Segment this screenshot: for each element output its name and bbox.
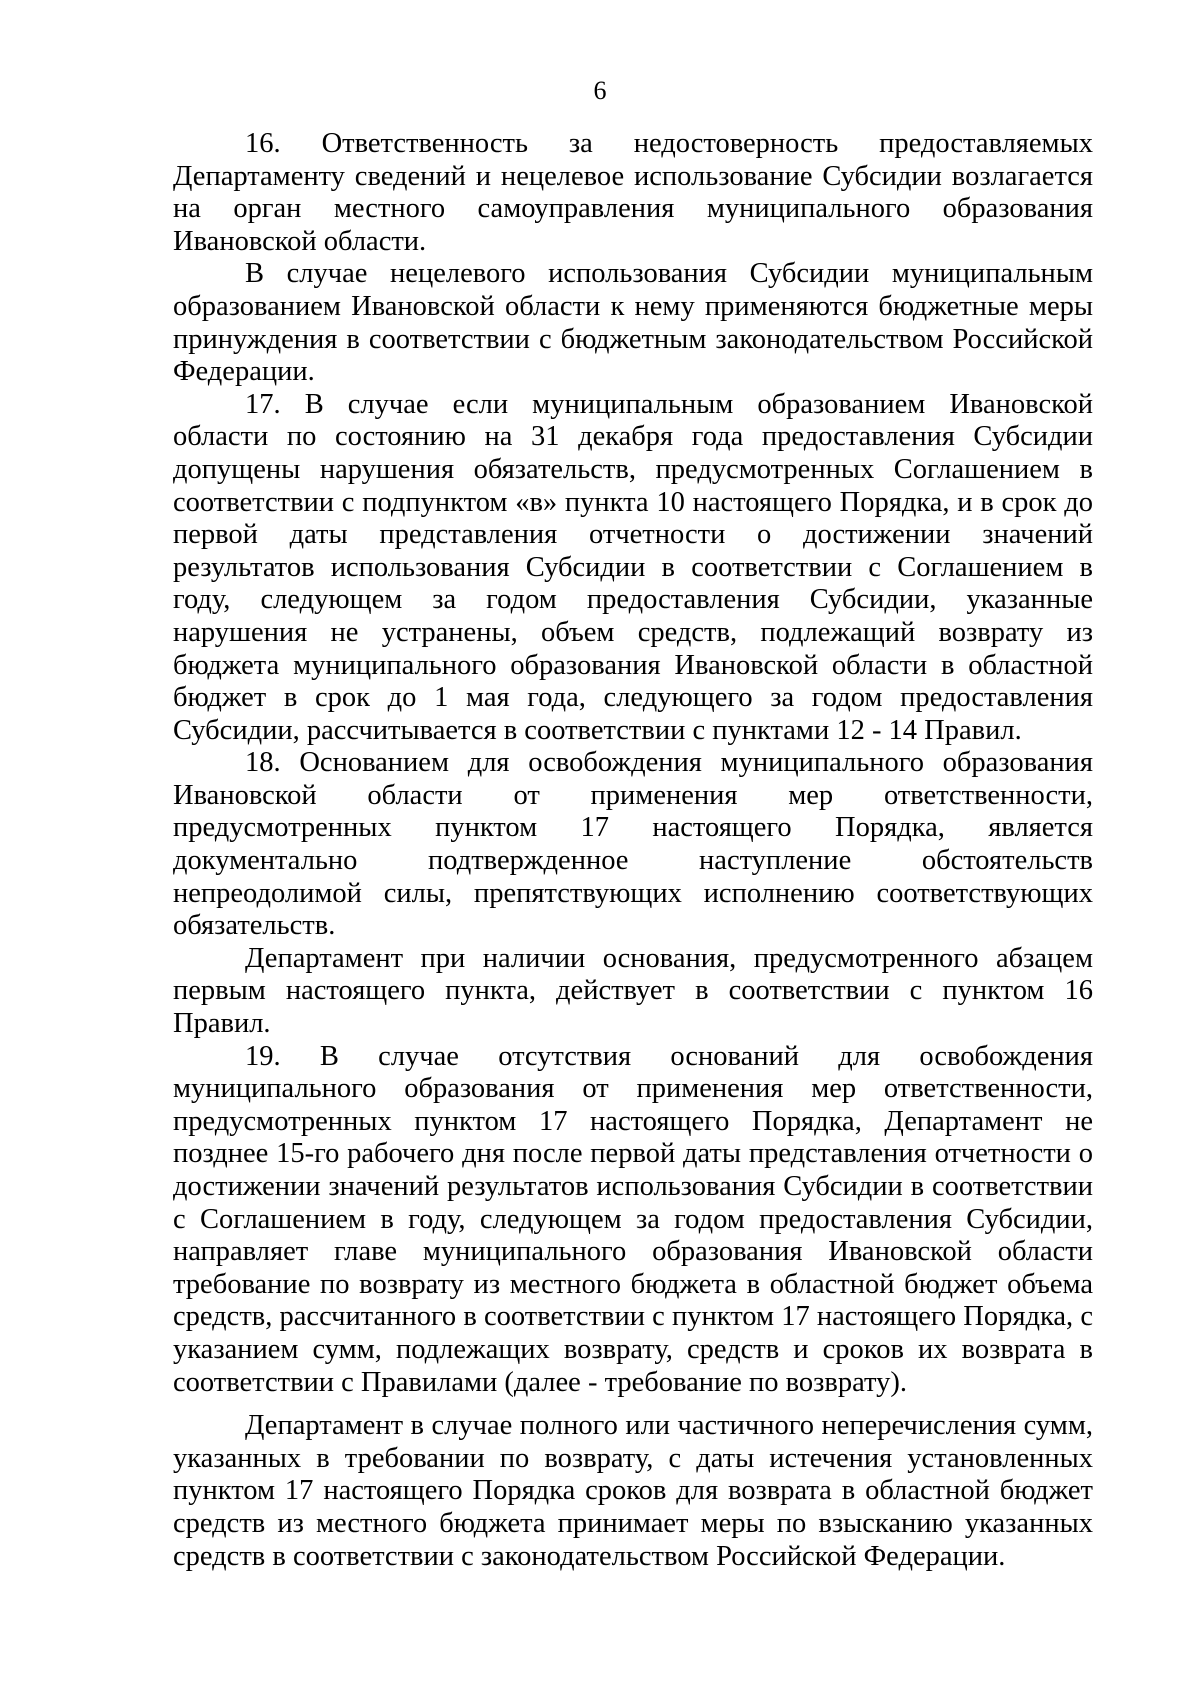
paragraph-16: 16. Ответственность за недостоверность предоставляемых Департаменту сведений и нецелевое использование Субсидии возлагается на орган местного самоуправления муниципального образования Ивановской области.: [173, 128, 1093, 257]
paragraph-18-department: Департамент при наличии основания, предусмотренного абзацем первым настоящего пункта, действует в соответствии с пунктом 16 Правил.: [173, 942, 1093, 1040]
paragraph-19: 19. В случае отсутствия оснований для освобождения муниципального образования от применения мер ответственности, предусмотренных пунктом 17 настоящего Порядка, Департамент не позднее 15-го рабочего дня после первой даты представления отчетности о достижении значений результатов использования Субсидии в соответствии с Соглашением в году, следующем за годом предоставления Субсидии, направляет главе муниципального образования Ивановской области требование по возврату из местного бюджета в областной бюджет объема средств, рассчитанного в соответствии с пунктом 17 настоящего Порядка, с указанием сумм, подлежащих возврату, средств и сроков их возврата в соответствии с Правилами (далее - требование по возврату).: [173, 1040, 1093, 1398]
paragraph-16-misuse: В случае нецелевого использования Субсидии муниципальным образованием Ивановской области к нему применяются бюджетные меры принуждения в соответствии с бюджетным законодательством Российской Федерации.: [173, 258, 1093, 388]
paragraph-19-recovery: Департамент в случае полного или частичного неперечисления сумм, указанных в требовании по возврату, с даты истечения установленных пунктом 17 настоящего Порядка сроков для возврата в областной бюджет средств из местного бюджета принимает меры по взысканию указанных средств в соответствии с законодательством Российской Федерации.: [173, 1410, 1093, 1572]
page-number: 6: [593, 76, 607, 105]
document-body: [173, 128, 1093, 1573]
paragraph-17: 17. В случае если муниципальным образованием Ивановской области по состоянию на 31 декабря года предоставления Субсидии допущены нарушения обязательств, предусмотренных Соглашением в соответствии с подпунктом «в» пункта 10 настоящего Порядка, и в срок до первой даты представления отчетности о достижении значений результатов использования Субсидии в соответствии с Соглашением в году, следующем за годом предоставления Субсидии, указанные нарушения не устранены, объем средств, подлежащий возврату из бюджета муниципального образования Ивановской области в областной бюджет в срок до 1 мая года, следующего за годом предоставления Субсидии, рассчитывается в соответствии с пунктами 12 - 14 Правил.: [173, 388, 1093, 746]
paragraph-18: 18. Основанием для освобождения муниципального образования Ивановской области от применения мер ответственности, предусмотренных пунктом 17 настоящего Порядка, является документально подтвержденное наступление обстоятельств непреодолимой силы, препятствующих исполнению соответствующих обязательств.: [173, 747, 1093, 942]
